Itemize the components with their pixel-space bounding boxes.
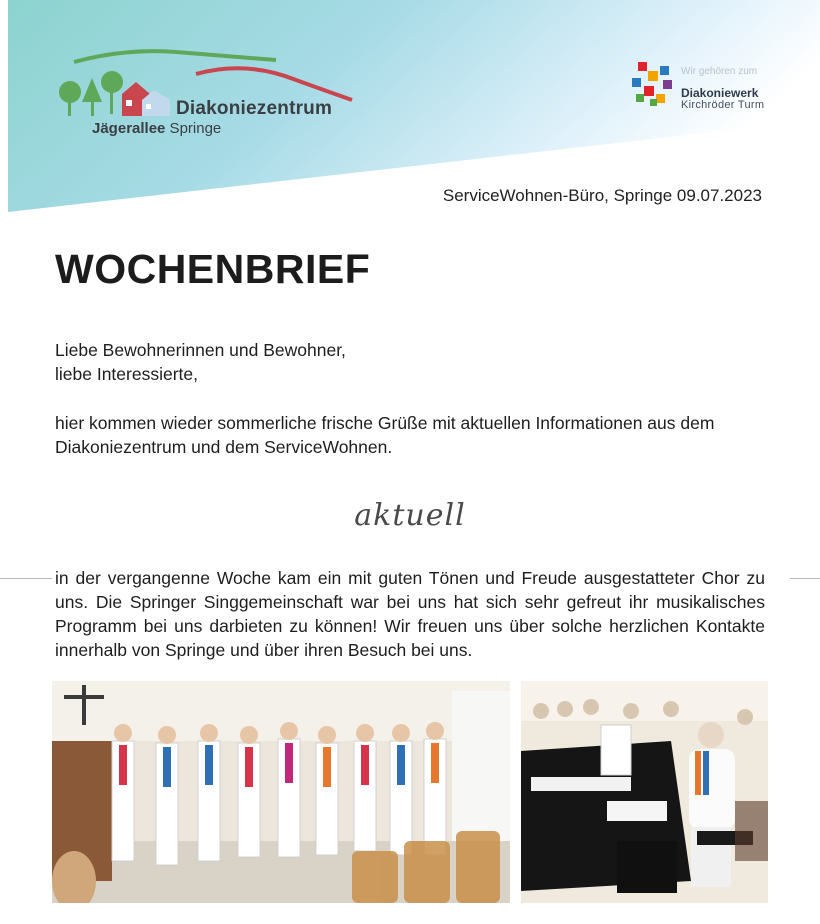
logo-subtitle	[92, 120, 221, 137]
dateline: ServiceWohnen-Büro, Springe 09.07.2023	[442, 186, 762, 205]
choir-photo	[52, 681, 510, 903]
partner-name: Diakoniewerk	[681, 86, 759, 100]
partner-tagline: Wir gehören zum	[681, 66, 758, 77]
scan-mark-left	[0, 578, 52, 579]
section-heading: aktuell	[354, 498, 466, 533]
piano-photo	[521, 681, 768, 903]
logo-name: Diakoniezentrum	[176, 98, 333, 119]
scan-mark-right	[790, 578, 820, 579]
news-paragraph: in der vergangenne Woche kam ein mit guten Tönen und Freude ausgestatteter Chor zu uns. Die Springer Singgemeinschaft war bei uns hat sich sehr gefreut ihr musikalisches Programm bei uns darbieten zu können! Wir freuen uns über solche herzlichen Kontakte innerhalb von Springe und über ihren Besuch bei uns.	[55, 568, 765, 660]
partner-subtitle: Kirchröder Turm	[681, 99, 765, 111]
greeting-line-2: liebe Interessierte,	[55, 364, 198, 384]
diakoniewerk-logo-icon	[632, 62, 674, 108]
greeting-line-1: Liebe Bewohnerinnen und Bewohner,	[55, 340, 346, 360]
page-title: WOCHENBRIEF	[55, 246, 371, 292]
greeting	[55, 338, 765, 386]
intro-paragraph: hier kommen wieder sommerliche frische Grüße mit aktuellen Informationen aus dem Diakoniezentrum und dem ServiceWohnen.	[55, 413, 715, 457]
logo-sub-bold: Jägerallee	[92, 120, 166, 137]
logo-sub-rest: Springe	[165, 120, 222, 137]
